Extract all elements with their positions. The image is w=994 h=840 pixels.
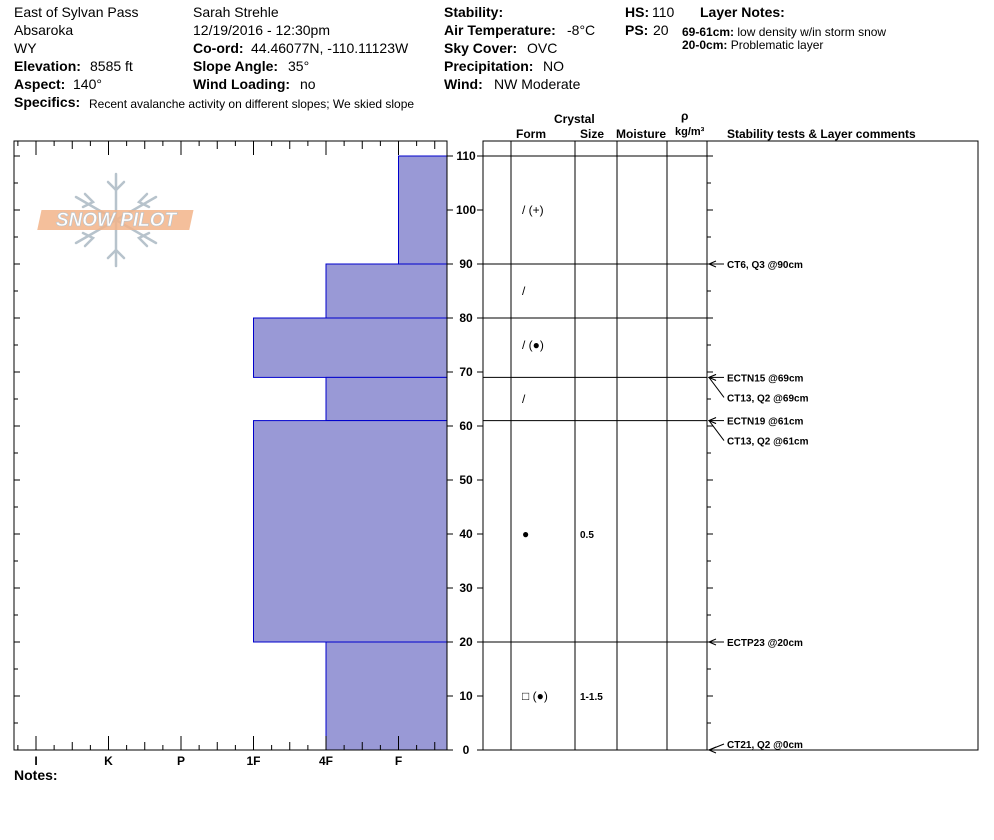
- depth-tick-label: 80: [459, 311, 473, 325]
- density-unit-header: kg/m³: [675, 126, 705, 138]
- elevation-label: Elevation:: [14, 58, 81, 74]
- hardness-tick-label: F: [394, 754, 403, 768]
- hardness-bar: [254, 318, 448, 377]
- layer-boundaries: [483, 156, 707, 642]
- hardness-bar: [399, 156, 448, 264]
- grain-form: /: [522, 392, 526, 406]
- grain-rows: [522, 203, 603, 703]
- stability-label: Stability:: [444, 4, 504, 20]
- depth-tick-label: 60: [459, 419, 473, 433]
- hardness-bar: [326, 642, 447, 750]
- logo-text: SNOW PILOT: [55, 210, 177, 231]
- grain-size: 0.5: [580, 530, 594, 541]
- grain-form: □ (●): [522, 689, 548, 703]
- layer-note: 69-61cm: low density w/in storm snow: [682, 25, 887, 39]
- slope-angle-value: 35°: [288, 58, 310, 74]
- grain-size: 1-1.5: [580, 692, 603, 703]
- hardness-tick-label: K: [104, 754, 113, 768]
- stability-test-label: CT13, Q2 @61cm: [727, 436, 809, 448]
- stability-tests: [709, 260, 809, 753]
- stability-test-label: CT13, Q2 @69cm: [727, 393, 809, 405]
- location-name: East of Sylvan Pass: [14, 4, 139, 20]
- depth-tick-label: 90: [459, 257, 473, 271]
- grain-form: / (●): [522, 338, 544, 352]
- grain-form: ●: [522, 527, 530, 541]
- ps-value: 20: [653, 22, 669, 38]
- test-leader-line: [709, 377, 724, 397]
- specifics-label: Specifics:: [14, 94, 81, 110]
- hardness-bar: [326, 264, 447, 318]
- hardness-tick-label: 1F: [246, 754, 261, 768]
- stability-tests-header: Stability tests & Layer comments: [727, 127, 916, 141]
- hs-value: 110: [652, 4, 675, 20]
- ps-label: PS:: [625, 22, 649, 38]
- coord-value: 44.46077N, -110.11123W: [251, 40, 409, 56]
- grain-form: /: [522, 284, 526, 298]
- hardness-top-ticks: [18, 141, 435, 155]
- depth-tick-label: 110: [456, 149, 476, 163]
- depth-tick-label: 10: [459, 689, 473, 703]
- size-header: Size: [580, 127, 605, 141]
- depth-tick-label: 100: [455, 203, 477, 217]
- test-leader-line: [709, 421, 724, 441]
- elevation-value: 8585 ft: [90, 58, 133, 74]
- moisture-header: Moisture: [616, 127, 667, 141]
- sky-cover-label: Sky Cover:: [444, 40, 518, 56]
- hardness-bars: [254, 156, 448, 750]
- wind-value: NW Moderate: [494, 76, 581, 92]
- hardness-tick-label: 4F: [318, 754, 334, 768]
- coord-label: Co-ord:: [193, 40, 244, 56]
- air-temp-label: Air Temperature:: [444, 22, 556, 38]
- slope-angle-label: Slope Angle:: [193, 58, 279, 74]
- precipitation-label: Precipitation:: [444, 58, 534, 74]
- hardness-bar: [326, 377, 447, 420]
- stability-test-label: CT21, Q2 @0cm: [727, 740, 803, 751]
- stability-test-label: ECTN19 @61cm: [727, 416, 804, 428]
- grain-form: / (+): [522, 203, 544, 217]
- wind-label: Wind:: [444, 76, 483, 92]
- depth-tick-label: 30: [459, 581, 473, 595]
- stability-test-label: ECTP23 @20cm: [727, 638, 803, 649]
- air-temp-value: -8°C: [567, 22, 596, 38]
- hs-label: HS:: [625, 4, 650, 20]
- crystal-header: Crystal: [554, 112, 595, 126]
- hardness-bar: [254, 421, 448, 642]
- depth-tick-label: 50: [459, 473, 473, 487]
- precipitation-value: NO: [543, 58, 564, 74]
- layer-note: 20-0cm: Problematic layer: [682, 38, 824, 52]
- sky-cover-value: OVC: [527, 40, 558, 56]
- hardness-tick-label: I: [34, 754, 38, 768]
- specifics-value: Recent avalanche activity on different slopes; We skied slope: [89, 97, 415, 111]
- depth-tick-label: 0: [462, 743, 470, 757]
- stability-test-label: CT6, Q3 @90cm: [727, 260, 803, 271]
- wind-loading-label: Wind Loading:: [193, 76, 291, 92]
- layer-notes-label: Layer Notes:: [700, 4, 785, 20]
- rho-header: ρ: [681, 109, 689, 123]
- observation-datetime: 12/19/2016 - 12:30pm: [193, 22, 330, 38]
- depth-tick-label: 20: [459, 635, 473, 649]
- depth-tick-label: 40: [459, 527, 473, 541]
- aspect-value: 140°: [73, 76, 102, 92]
- state: WY: [14, 40, 37, 56]
- stability-test-label: ECTN15 @69cm: [727, 373, 804, 385]
- depth-tick-label: 70: [459, 365, 473, 379]
- wind-loading-value: no: [300, 76, 316, 92]
- form-header: Form: [516, 127, 546, 141]
- aspect-label: Aspect:: [14, 76, 66, 92]
- mountain-range: Absaroka: [14, 22, 74, 38]
- observer-name: Sarah Strehle: [193, 4, 279, 20]
- notes-label: Notes:: [14, 767, 58, 783]
- hardness-tick-label: P: [176, 754, 186, 768]
